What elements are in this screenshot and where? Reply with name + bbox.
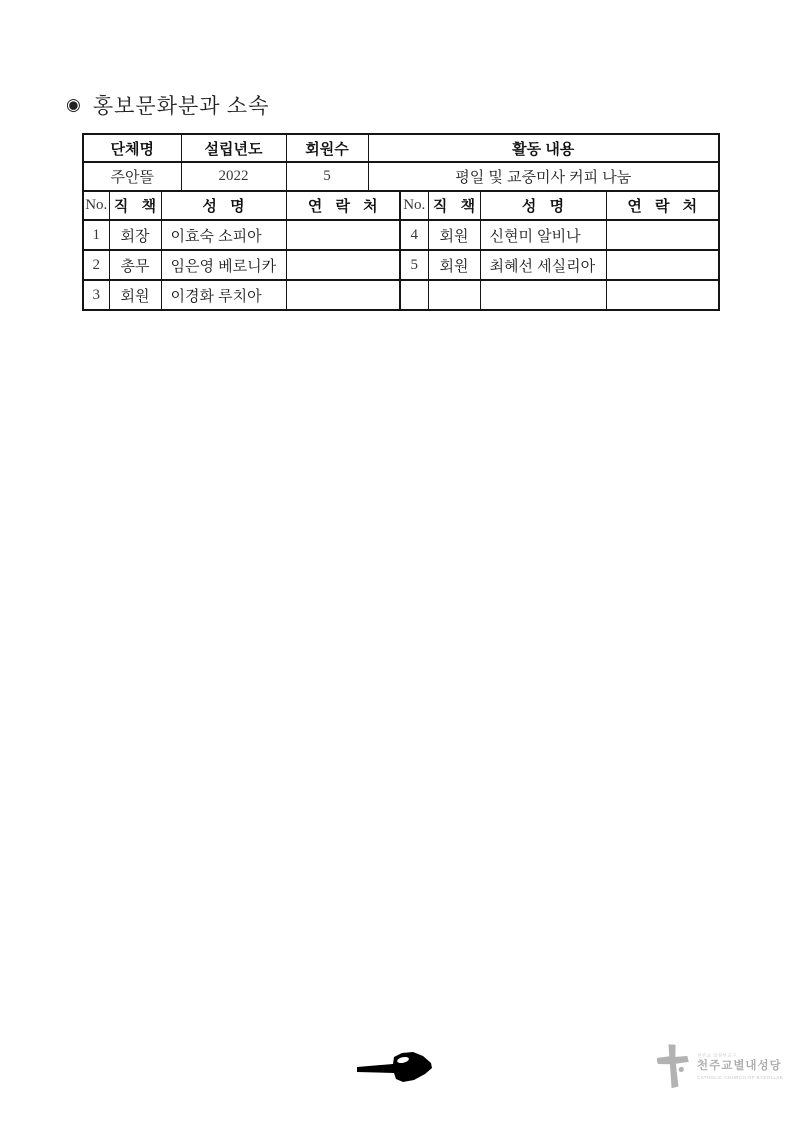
member-count-cell: 5	[286, 162, 368, 191]
church-logo	[657, 1044, 783, 1089]
hand-cursor-icon	[357, 1051, 434, 1085]
members-table	[82, 190, 720, 311]
member-no-cell: 1	[83, 220, 109, 250]
members-header-row	[83, 191, 719, 220]
member-no-cell: 4	[400, 220, 428, 250]
header-no-right: No.	[400, 191, 428, 220]
member-contact-cell	[606, 250, 719, 280]
member-no-cell	[400, 280, 428, 310]
logo-church-name: 천주교별내성당	[697, 1060, 782, 1073]
cross-icon	[657, 1044, 690, 1089]
summary-header-founded: 설립년도	[181, 134, 286, 162]
member-role-cell: 회장	[109, 220, 161, 250]
table-row	[83, 250, 719, 280]
member-name-cell: 임은영 베로니카	[161, 250, 286, 280]
logo-caption-top: 천주교 의정부교구	[697, 1052, 737, 1058]
member-contact-cell	[606, 280, 719, 310]
header-role-left: 직 책	[109, 191, 161, 220]
member-role-cell	[428, 280, 480, 310]
header-no-left: No.	[83, 191, 109, 220]
member-no-cell: 3	[83, 280, 109, 310]
founded-year-cell: 2022	[181, 162, 286, 191]
summary-table	[82, 133, 720, 192]
member-role-cell: 회원	[428, 220, 480, 250]
section-title	[66, 90, 269, 120]
member-name-cell: 최혜선 세실리아	[480, 250, 606, 280]
summary-header-members: 회원수	[286, 134, 368, 162]
table-row	[83, 280, 719, 310]
member-contact-cell	[286, 220, 400, 250]
header-contact-left: 연 락 처	[286, 191, 400, 220]
header-role-right: 직 책	[428, 191, 480, 220]
org-name-cell: 주안뜰	[83, 162, 181, 191]
summary-header-org: 단체명	[83, 134, 181, 162]
logo-text	[697, 1053, 783, 1081]
member-name-cell: 신현미 알비나	[480, 220, 606, 250]
member-no-cell: 2	[83, 250, 109, 280]
table-row	[83, 220, 719, 250]
member-role-cell: 총무	[109, 250, 161, 280]
table-row	[83, 162, 719, 191]
logo-caption-bottom: CATHOLIC CHURCH OF BYEOLLAE	[697, 1074, 784, 1080]
header-name-right: 성 명	[480, 191, 606, 220]
header-name-left: 성 명	[161, 191, 286, 220]
activity-cell: 평일 및 교중미사 커피 나눔	[368, 162, 719, 191]
member-role-cell: 회원	[109, 280, 161, 310]
member-role-cell: 회원	[428, 250, 480, 280]
member-name-cell	[480, 280, 606, 310]
member-contact-cell	[286, 280, 400, 310]
summary-header-activity: 활동 내용	[368, 134, 719, 162]
member-name-cell: 이경화 루치아	[161, 280, 286, 310]
member-contact-cell	[606, 220, 719, 250]
member-no-cell: 5	[400, 250, 428, 280]
summary-header-row	[83, 134, 719, 162]
section-title-text: 홍보문화분과 소속	[92, 94, 270, 118]
tables-container	[82, 133, 718, 311]
member-contact-cell	[286, 250, 400, 280]
member-name-cell: 이효숙 소피아	[161, 220, 286, 250]
header-contact-right: 연 락 처	[606, 191, 719, 220]
fisheye-bullet-icon: ◉	[66, 94, 82, 115]
